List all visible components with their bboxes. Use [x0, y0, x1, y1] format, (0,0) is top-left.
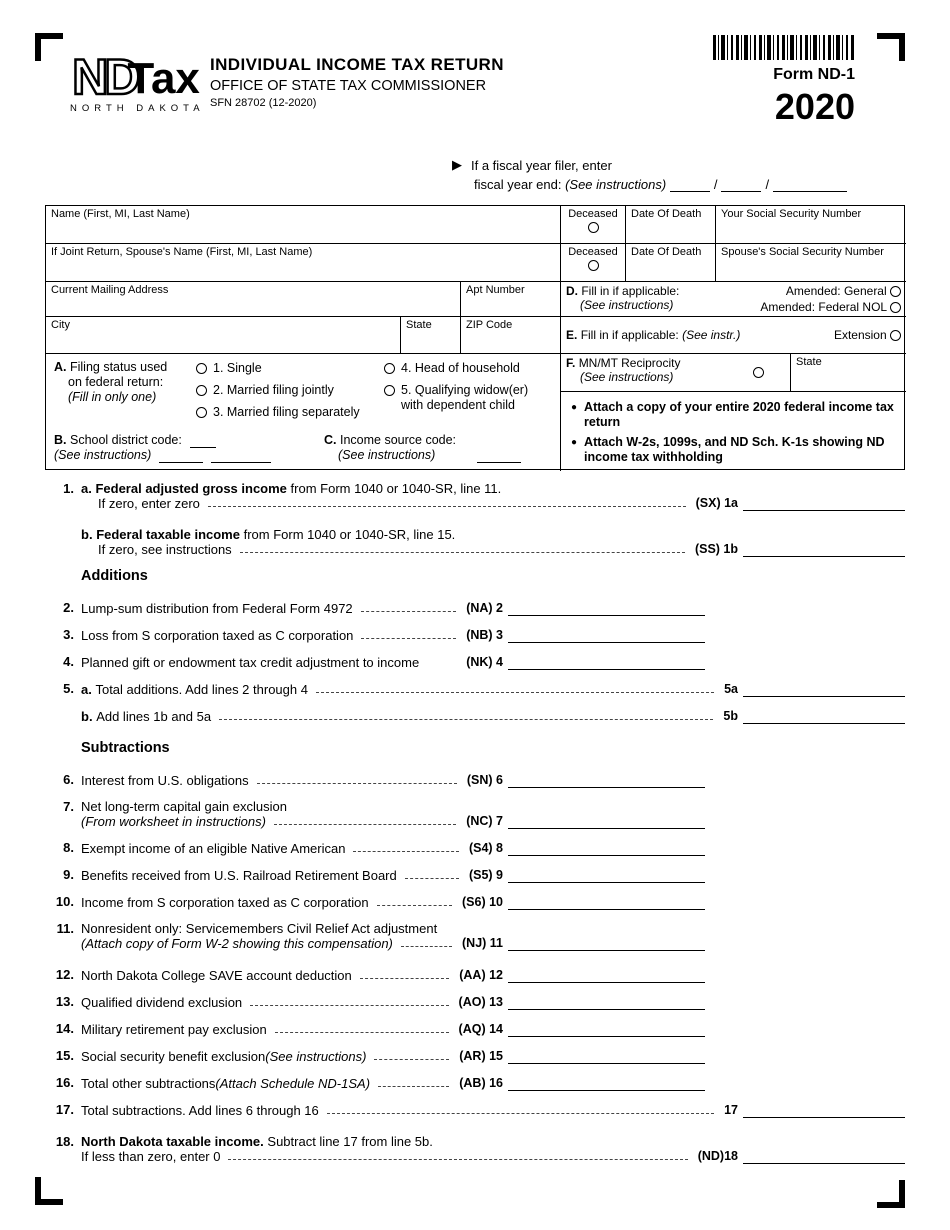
line-15-label: Social security benefit exclusion: [81, 1049, 266, 1064]
line-9: [45, 867, 905, 883]
line-5b-sub: b.: [81, 709, 93, 724]
line-18: [45, 1134, 905, 1164]
line-5a: [45, 681, 905, 697]
apt-number-label: Apt Number: [466, 284, 525, 296]
office-name: OFFICE OF STATE TAX COMMISSIONER: [210, 78, 487, 94]
spouse-date-of-death-field[interactable]: [626, 244, 716, 282]
spouse-name-field[interactable]: [46, 244, 561, 282]
line-18-code: (ND)18: [697, 1149, 738, 1163]
line-17-code: 17: [724, 1103, 738, 1117]
attach-bullet-1: [571, 400, 896, 430]
line-15-code: (AR) 15: [459, 1049, 503, 1063]
line-3: [45, 627, 905, 643]
line-12-code: (AA) 12: [459, 968, 503, 982]
line-17-label: Total subtractions. Add lines 6 through 16: [81, 1103, 319, 1118]
registration-mark-top-right: [877, 33, 905, 61]
dotted-leader: [257, 783, 457, 784]
line-18-rest-text: Subtract line 17 from line 5b.: [263, 1134, 433, 1149]
line-1a-label: [81, 481, 694, 511]
qualifying-widow-radio[interactable]: [384, 385, 395, 396]
line-13-code: (AO) 13: [458, 995, 503, 1009]
line-7-number: 7.: [63, 799, 74, 814]
single-label: 1. Single: [213, 361, 262, 375]
line-6-amount-field[interactable]: [508, 772, 705, 788]
line-11-number: 11.: [56, 921, 74, 936]
line-5a-sub: a.: [81, 682, 92, 697]
barcode: [713, 35, 855, 60]
line-14-label: Military retirement pay exclusion: [81, 1022, 267, 1037]
line-5a-label: Total additions. Add lines 2 through 4: [95, 682, 308, 697]
fiscal-month-field[interactable]: [670, 179, 710, 192]
reciprocity-cell: [561, 354, 791, 392]
dotted-leader: [240, 552, 685, 553]
line-9-amount-field[interactable]: [508, 867, 705, 883]
line-5a-amount-field[interactable]: [743, 681, 905, 697]
fiscal-day-field[interactable]: [721, 179, 761, 192]
your-ssn-field[interactable]: [716, 206, 906, 244]
line-15: [45, 1048, 905, 1064]
e-text: Fill in if applicable:: [580, 328, 679, 342]
line-9-label: Benefits received from U.S. Railroad Retirement Board: [81, 868, 397, 883]
line-13-amount-field[interactable]: [508, 994, 705, 1010]
dotted-leader: [353, 851, 458, 852]
line-5b: [45, 708, 905, 724]
line-15-italic-text: (See instructions): [265, 1049, 367, 1064]
line-4-label: Planned gift or endowment tax credit adjustment to income: [81, 655, 420, 670]
line-1b-code: (SS) 1b: [694, 542, 738, 556]
line-14-code: (AQ) 14: [458, 1022, 503, 1036]
taxpayer-info-table: [45, 205, 905, 470]
line-8-number: 8.: [63, 840, 74, 855]
sfn-number: SFN 28702 (12-2020): [210, 97, 317, 109]
fiscal-see-instructions: (See instructions): [565, 177, 667, 192]
amended-general-option[interactable]: [760, 284, 901, 298]
form-title: INDIVIDUAL INCOME TAX RETURN: [210, 55, 504, 74]
line-8-label: Exempt income of an eligible Native American: [81, 841, 346, 856]
apt-number-field[interactable]: [461, 282, 561, 317]
line-4: [45, 654, 905, 670]
line-5b-amount-field[interactable]: [743, 708, 905, 724]
fiscal-line1: If a fiscal year filer, enter: [471, 157, 612, 173]
date-of-death-label: Date Of Death: [631, 208, 702, 220]
b-see-instructions: (See instructions): [54, 448, 152, 462]
married-separately-radio[interactable]: [196, 407, 207, 418]
line-1a-code: (SX) 1a: [695, 496, 738, 510]
line-16-label: Total other subtractions: [81, 1076, 216, 1091]
line-7-code: (NC) 7: [466, 814, 503, 828]
mailing-address-label: Current Mailing Address: [51, 284, 169, 296]
line-16-code: (AB) 16: [459, 1076, 503, 1090]
extension-option[interactable]: [834, 328, 901, 342]
form-number: Form ND-1: [773, 66, 855, 83]
line-5b-label: Add lines 1b and 5a: [96, 709, 212, 724]
line-16: [45, 1075, 905, 1091]
your-ssn-label: Your Social Security Number: [721, 208, 862, 220]
e-prefix: E.: [566, 328, 578, 342]
line-12-number: 12.: [55, 967, 74, 982]
line-12-label: North Dakota College SAVE account deduction: [81, 968, 352, 983]
spouse-date-of-death-label: Date Of Death: [631, 246, 702, 258]
line-10-amount-field[interactable]: [508, 894, 705, 910]
dotted-leader: [405, 878, 459, 879]
line-1a-amount-field[interactable]: [743, 495, 905, 511]
name-label: Name (First, MI, Last Name): [51, 208, 190, 220]
line-1a-bold-text: Federal adjusted gross income: [95, 481, 287, 496]
line-5b-code: 5b: [723, 709, 738, 723]
dotted-leader: [274, 824, 456, 825]
dotted-leader: [361, 638, 456, 639]
line-17: [45, 1102, 905, 1118]
line-4-number: 4.: [63, 654, 74, 669]
line-1a-number: 1.: [63, 481, 74, 496]
extension-cell: [561, 317, 906, 354]
filing-status-married-jointly[interactable]: [196, 383, 360, 398]
registration-mark-bottom-right: [877, 1180, 905, 1208]
registration-mark-bottom-left: [35, 1177, 63, 1205]
d-see-instructions: (See instructions): [580, 298, 674, 312]
city-label: City: [51, 319, 70, 331]
line-18-amount-field[interactable]: [743, 1148, 905, 1164]
line-7-italic-text: (From worksheet in instructions): [81, 814, 266, 829]
spouse-deceased-label: Deceased: [568, 246, 618, 258]
line-9-code: (S5) 9: [468, 868, 503, 882]
reciprocity-radio[interactable]: [753, 367, 764, 378]
amended-return-cell: [561, 282, 906, 317]
line-1a: [45, 481, 905, 511]
nd-tax-logo: [70, 48, 205, 114]
tax-year: 2020: [774, 86, 855, 127]
dotted-leader: [377, 905, 452, 906]
line-3-label: Loss from S corporation taxed as C corporation: [81, 628, 354, 643]
line-2-code: (NA) 2: [466, 601, 503, 615]
married-jointly-label: 2. Married filing jointly: [213, 383, 334, 397]
line-4-code: (NK) 4: [466, 655, 503, 669]
dotted-leader: [360, 978, 449, 979]
line-9-number: 9.: [63, 867, 74, 882]
line-14-number: 14.: [55, 1021, 74, 1036]
line-2-label: Lump-sum distribution from Federal Form 4972: [81, 601, 353, 616]
line-3-number: 3.: [63, 627, 74, 642]
line-11: [45, 921, 905, 951]
bullet-icon: ●: [571, 402, 578, 413]
amended-general-label: Amended: General: [785, 284, 887, 298]
line-2: [45, 600, 905, 616]
filing-status-head-of-household[interactable]: [384, 361, 528, 376]
filing-status-qualifying-widow[interactable]: [384, 383, 528, 398]
line-11-italic-text: (Attach copy of Form W-2 showing this compensation): [81, 936, 393, 951]
extension-radio[interactable]: [890, 330, 901, 341]
zip-field[interactable]: [461, 317, 561, 354]
attach-bullet-2: [571, 435, 896, 465]
dotted-leader: [316, 692, 714, 693]
logo-nd-text: ND: [72, 49, 137, 105]
line-7-text: Net long-term capital gain exclusion: [81, 799, 287, 814]
d-text: Fill in if applicable:: [581, 284, 680, 298]
amended-nol-option[interactable]: [760, 300, 901, 314]
line-18-number: 18.: [55, 1134, 74, 1149]
amended-nol-radio[interactable]: [890, 302, 901, 313]
line-17-number: 17.: [55, 1102, 74, 1117]
a-note: (Fill in only one): [68, 390, 157, 404]
filing-status-single[interactable]: [196, 361, 360, 376]
line-12: [45, 967, 905, 983]
bullet-icon: ●: [571, 437, 578, 448]
line-18-label: [81, 1134, 696, 1164]
dotted-leader: [327, 1113, 714, 1114]
amended-nol-label: Amended: Federal NOL: [760, 300, 887, 314]
mailing-address-field[interactable]: [46, 282, 461, 317]
pointer-arrow-icon: ▶: [452, 157, 462, 172]
line-10-number: 10.: [55, 894, 74, 909]
line-18-bold-text: North Dakota taxable income.: [81, 1134, 264, 1149]
attach-bullet-2-text: Attach W-2s, 1099s, and ND Sch. K-1s showing ND income tax withholding: [584, 435, 885, 464]
line-1b-amount-field[interactable]: [743, 541, 905, 557]
line-7-label: [81, 799, 464, 829]
line-1b-cont-text: If zero, see instructions: [98, 542, 232, 557]
filing-status-married-separately[interactable]: [196, 405, 360, 420]
extension-label: Extension: [833, 328, 887, 342]
line-2-amount-field[interactable]: [508, 600, 705, 616]
line-13-number: 13.: [55, 994, 74, 1009]
line-2-number: 2.: [63, 600, 74, 615]
attach-bullet-1-text: Attach a copy of your entire 2020 federal income tax return: [584, 400, 894, 429]
line-18-cont-text: If less than zero, enter 0: [81, 1149, 221, 1164]
additions-heading: Additions: [81, 568, 148, 584]
line-16-italic-text: (Attach Schedule ND-1SA): [215, 1076, 371, 1091]
attachments-cell: [561, 392, 906, 471]
fiscal-year-field[interactable]: [773, 179, 847, 192]
line-1b-label: [81, 527, 693, 557]
single-radio[interactable]: [196, 363, 207, 374]
line-13: [45, 994, 905, 1010]
line-1b: [45, 527, 905, 557]
b-prefix: B.: [54, 433, 67, 447]
spouse-deceased-cell: [561, 244, 626, 282]
line-3-amount-field[interactable]: [508, 627, 705, 643]
dotted-leader: [208, 506, 686, 507]
date-of-death-field[interactable]: [626, 206, 716, 244]
state-field[interactable]: [401, 317, 461, 354]
dotted-leader: [228, 1159, 687, 1160]
qualifying-widow-label2: with dependent child: [401, 398, 515, 412]
line-1a-sub: a.: [81, 481, 92, 496]
line-items-section: [45, 481, 905, 1164]
dotted-leader: [401, 946, 452, 947]
dotted-leader: [219, 719, 713, 720]
line-11-label: [81, 921, 460, 951]
line-11-code: (NJ) 11: [462, 936, 503, 950]
line-7: [45, 799, 905, 829]
deceased-label: Deceased: [568, 208, 618, 220]
f-see-instructions: (See instructions): [580, 370, 674, 384]
line-10: [45, 894, 905, 910]
reciprocity-state-field[interactable]: [791, 354, 906, 392]
spouse-ssn-field[interactable]: [716, 244, 906, 282]
line-1b-rest-text: from Form 1040 or 1040-SR, line 15.: [239, 527, 456, 542]
line-16-number: 16.: [55, 1075, 74, 1090]
line-1a-cont-text: If zero, enter zero: [98, 496, 200, 511]
a-line1: Filing status used: [69, 360, 168, 374]
form-title-block: [210, 55, 504, 109]
city-field[interactable]: [46, 317, 401, 354]
amended-general-radio[interactable]: [890, 286, 901, 297]
spouse-ssn-label: Spouse's Social Security Number: [721, 246, 884, 258]
f-prefix: F.: [566, 356, 576, 370]
name-field[interactable]: [46, 206, 561, 244]
line-16-amount-field[interactable]: [508, 1075, 705, 1091]
school-district-code-field1[interactable]: [159, 451, 203, 463]
filing-status-cell: [46, 354, 561, 471]
married-separately-label: 3. Married filing separately: [213, 405, 360, 419]
married-jointly-radio[interactable]: [196, 385, 207, 396]
fiscal-line2: fiscal year end:: [474, 177, 562, 192]
line-5a-code: 5a: [724, 682, 738, 696]
line-1b-sub: b.: [81, 527, 93, 542]
zip-label: ZIP Code: [466, 319, 513, 331]
a-prefix: A.: [54, 360, 67, 374]
head-of-household-label: 4. Head of household: [401, 361, 520, 375]
line-12-amount-field[interactable]: [508, 967, 705, 983]
line-6-label: Interest from U.S. obligations: [81, 773, 249, 788]
e-see-instructions: (See instr.): [682, 328, 741, 342]
line-13-label: Qualified dividend exclusion: [81, 995, 243, 1010]
line-7-amount-field[interactable]: [508, 813, 705, 829]
c-label: Income source code:: [339, 433, 457, 447]
date-separator: /: [765, 177, 770, 192]
a-line2: on federal return:: [68, 375, 164, 389]
line-14: [45, 1021, 905, 1037]
subtractions-heading: Subtractions: [81, 740, 170, 756]
head-of-household-radio[interactable]: [384, 363, 395, 374]
line-15-number: 15.: [55, 1048, 74, 1063]
d-prefix: D.: [566, 284, 578, 298]
date-separator: /: [713, 177, 718, 192]
line-5a-number: 5.: [63, 681, 74, 696]
school-district-code-field2[interactable]: [211, 451, 271, 463]
income-source-code-field[interactable]: [477, 451, 521, 463]
b-label: School district code:: [69, 433, 182, 447]
line-10-code: (S6) 10: [462, 895, 503, 909]
line-3-code: (NB) 3: [466, 628, 503, 642]
line-14-amount-field[interactable]: [508, 1021, 705, 1037]
qualifying-widow-label: 5. Qualifying widow(er): [401, 383, 529, 397]
dotted-leader: [378, 1086, 449, 1087]
line-11-amount-field[interactable]: [508, 935, 705, 951]
line-4-amount-field[interactable]: [508, 654, 705, 670]
school-district-mini-field[interactable]: [190, 436, 216, 448]
f-label: MN/MT Reciprocity: [578, 356, 681, 370]
line-11-text: Nonresident only: Servicemembers Civil Relief Act adjustment: [81, 921, 438, 936]
fiscal-year-section: [452, 157, 847, 192]
dotted-leader: [250, 1005, 448, 1006]
line-6-number: 6.: [63, 772, 74, 787]
line-6-code: (SN) 6: [466, 773, 503, 787]
reciprocity-state-label: State: [796, 356, 822, 368]
line-6: [45, 772, 905, 788]
line-15-amount-field[interactable]: [508, 1048, 705, 1064]
spouse-deceased-radio[interactable]: [588, 260, 599, 271]
logo-tax-text: Tax: [127, 54, 200, 103]
c-see-instructions: (See instructions): [338, 448, 436, 462]
dotted-leader: [275, 1032, 449, 1033]
line-1b-bold-text: Federal taxable income: [96, 527, 240, 542]
line-8-amount-field[interactable]: [508, 840, 705, 856]
dotted-leader: [361, 611, 457, 612]
line-8-code: (S4) 8: [468, 841, 503, 855]
line-1a-rest-text: from Form 1040 or 1040-SR, line 11.: [286, 481, 502, 496]
line-10-label: Income from S corporation taxed as C corporation: [81, 895, 369, 910]
c-prefix: C.: [324, 433, 337, 447]
registration-mark-top-left: [35, 33, 63, 61]
line-8: [45, 840, 905, 856]
logo-state-text: NORTH DAKOTA: [70, 103, 205, 114]
deceased-radio[interactable]: [588, 222, 599, 233]
dotted-leader: [374, 1059, 449, 1060]
line-17-amount-field[interactable]: [743, 1102, 905, 1118]
state-label: State: [406, 319, 432, 331]
spouse-name-label: If Joint Return, Spouse's Name (First, MI, Last Name): [51, 246, 313, 258]
deceased-cell: [561, 206, 626, 244]
